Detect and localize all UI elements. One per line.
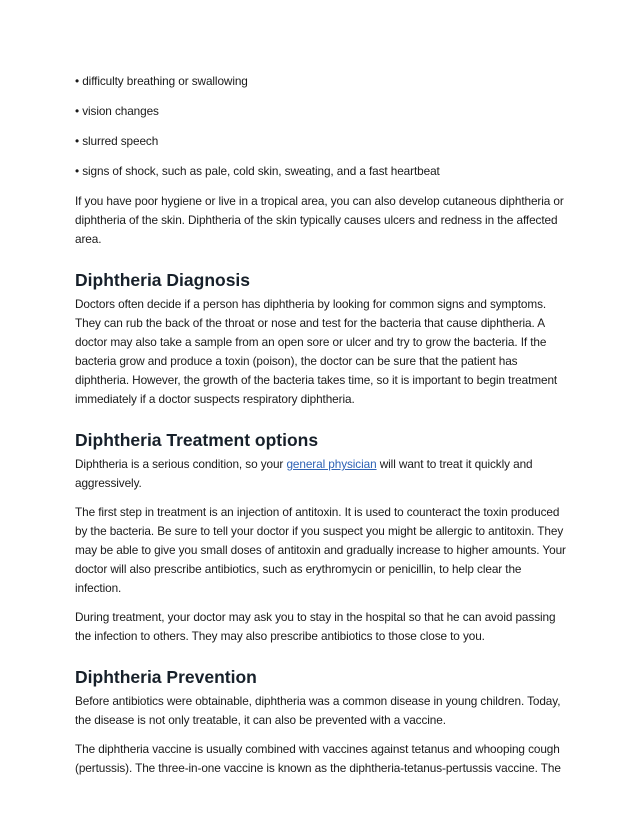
prevention-heading: Diphtheria Prevention xyxy=(75,667,257,687)
treatment-paragraph-1 xyxy=(75,455,567,493)
symptom-bullet: • vision changes xyxy=(75,104,159,118)
treatment-paragraph-3: During treatment, your doctor may ask you to stay in the hospital so that he can avoid passing the infection to others. They may also prescribe antibiotics to those close to you. xyxy=(75,610,556,643)
prevention-paragraph-1: Before antibiotics were obtainable, diphtheria was a common disease in young children. Today, the disease is not only treatable, it can also be prevented with a vaccine. xyxy=(75,694,561,727)
treatment-paragraph-2: The first step in treatment is an injection of antitoxin. It is used to counteract the toxin produced by the bacteria. Be sure to tell your doctor if you suspect you might be allergic to antitoxin. They may be able to give you small doses of antitoxin and gradually increase to higher amounts. Your doctor will also prescribe antibiotics, such as erythromycin or penicillin, to help clear the infection. xyxy=(75,505,566,595)
prevention-paragraph-2: The diphtheria vaccine is usually combined with vaccines against tetanus and whooping cough (pertussis). The three-in-one vaccine is known as the diphtheria-tetanus-pertussis vaccine. The xyxy=(75,742,561,775)
document-page xyxy=(75,72,567,778)
cutaneous-paragraph: If you have poor hygiene or live in a tropical area, you can also develop cutaneous diphtheria or diphtheria of the skin. Diphtheria of the skin typically causes ulcers and redness in the affected area. xyxy=(75,194,564,246)
general-physician-link[interactable]: general physician xyxy=(286,457,377,471)
treatment-heading: Diphtheria Treatment options xyxy=(75,430,319,450)
treatment-text-after-link: will want to treat it quickly and aggressively. xyxy=(75,457,533,490)
symptom-bullet: • slurred speech xyxy=(75,134,159,148)
symptom-bullet: • signs of shock, such as pale, cold skin, sweating, and a fast heartbeat xyxy=(75,164,440,178)
diagnosis-paragraph: Doctors often decide if a person has diphtheria by looking for common signs and symptoms. They can rub the back of the throat or nose and test for the bacteria that cause diphtheria. A doctor may also take a sample from an open sore or ulcer and try to grow the bacteria. If the bacteria grow and produce a toxin (poison), the doctor can be sure that the patient has diphtheria. However, the growth of the bacteria takes time, so it is important to begin treatment immediately if a doctor suspects respiratory diphtheria. xyxy=(75,297,558,406)
diagnosis-heading: Diphtheria Diagnosis xyxy=(75,270,251,290)
treatment-text-before-link: Diphtheria is a serious condition, so your xyxy=(75,457,287,471)
symptom-bullet: • difficulty breathing or swallowing xyxy=(75,74,248,88)
